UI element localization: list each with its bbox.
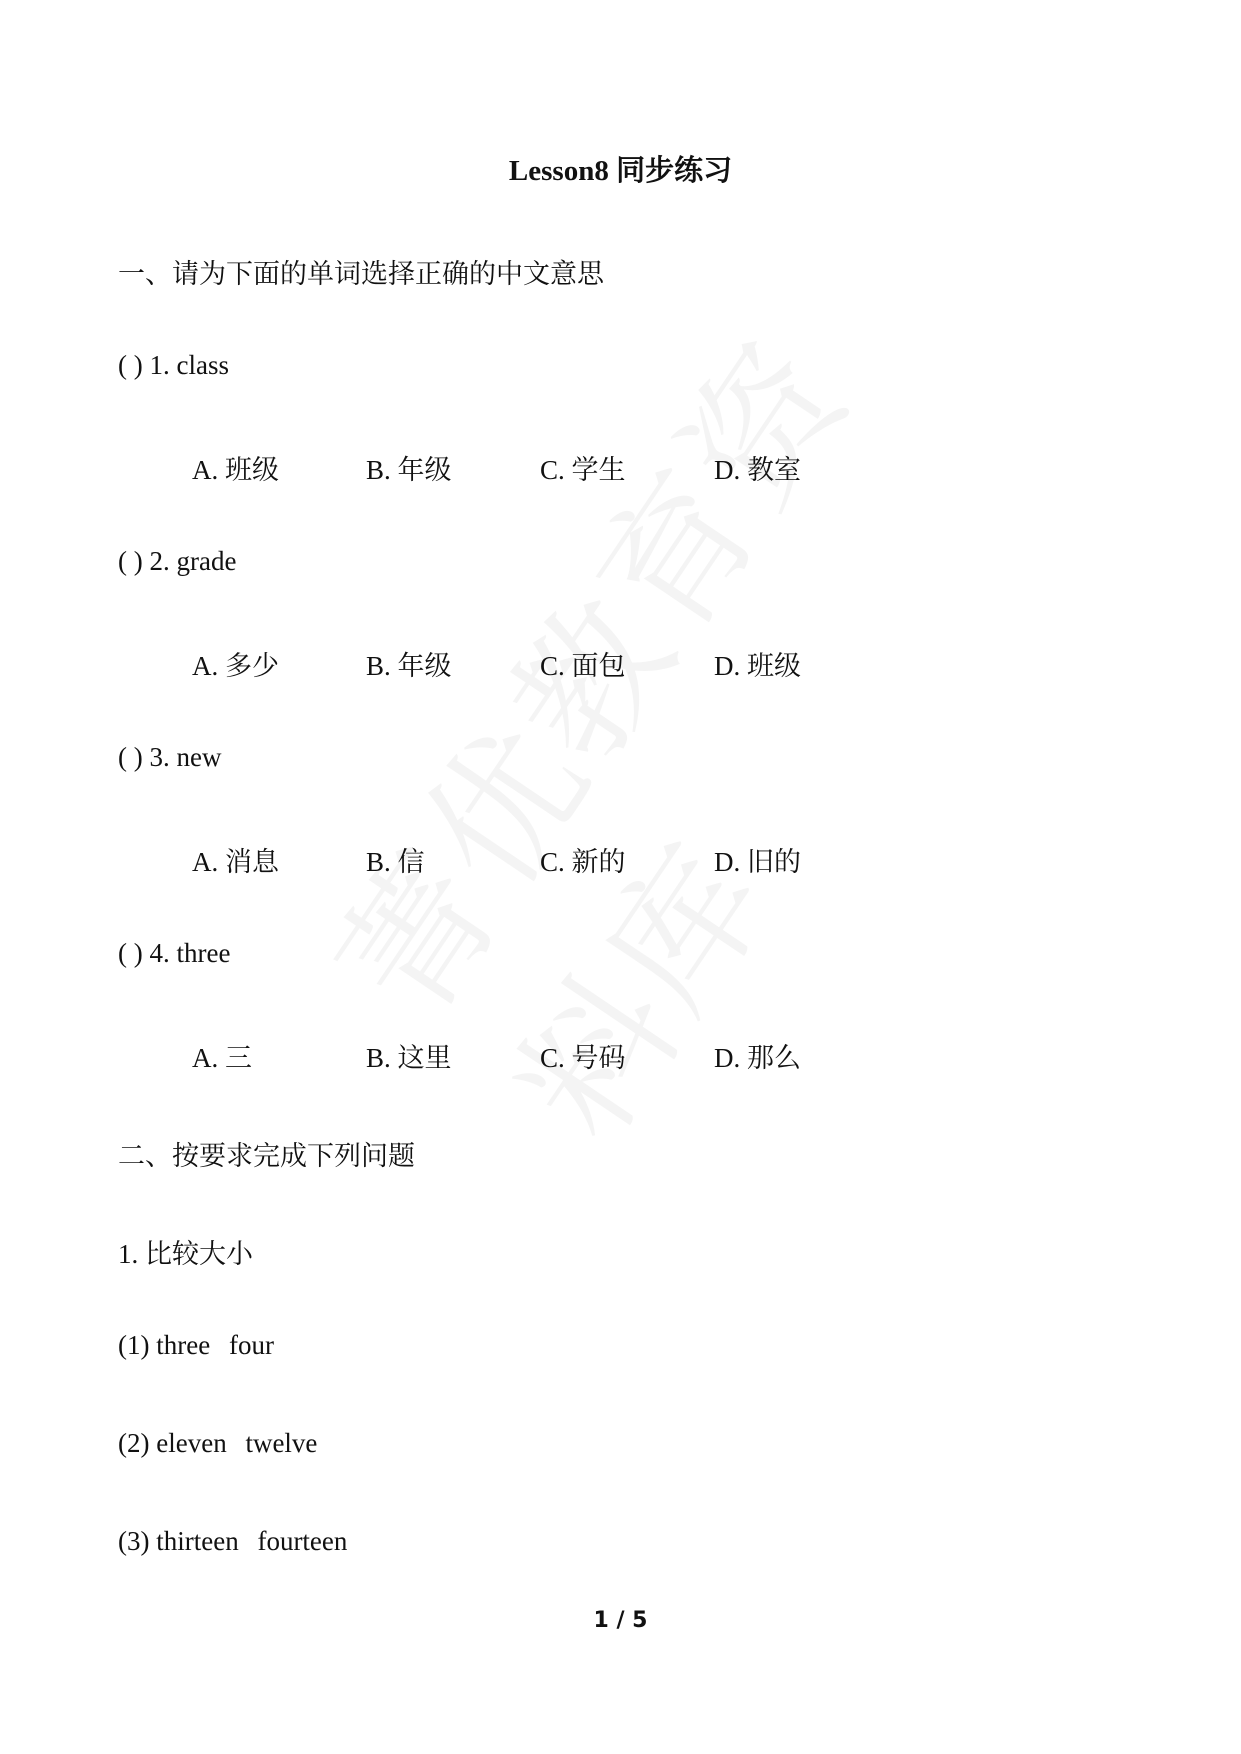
subheading-compare: 1. 比较大小 [118,1239,253,1269]
compare-item-3 [118,1526,347,1557]
option-a: A. 三 [192,1043,252,1073]
option-b: B. 年级 [366,651,452,681]
option-d: D. 那么 [714,1043,801,1073]
option-d: D. 教室 [714,455,801,485]
item-word-b: four [228,1330,274,1360]
option-b: B. 年级 [366,455,452,485]
section-heading-2: 二、按要求完成下列问题 [118,1141,415,1171]
item-word-a: eleven [156,1428,227,1458]
item-word-a: three [156,1330,211,1360]
item-word-a: thirteen [156,1526,239,1556]
page-title: Lesson8 同步练习 [508,155,733,187]
item-label: (3) [118,1526,150,1556]
option-b: B. 这里 [366,1043,452,1073]
compare-item-1 [118,1330,274,1361]
option-a: A. 多少 [192,651,279,681]
question-3-stem: ( ) 3. new [118,742,222,772]
option-b: B. 信 [366,847,425,877]
item-label: (1) [118,1330,150,1360]
question-1-stem: ( ) 1. class [118,350,229,380]
option-d: D. 班级 [714,651,801,681]
compare-item-2 [118,1428,317,1459]
question-4-stem: ( ) 4. three [118,938,231,968]
option-a: A. 班级 [192,455,279,485]
item-label: (2) [118,1428,150,1458]
option-c: C. 新的 [540,847,626,877]
option-a: A. 消息 [192,847,279,877]
page-number: 1 / 5 [593,1608,648,1633]
option-d: D. 旧的 [714,847,801,877]
item-word-b: twelve [245,1428,318,1458]
option-c: C. 号码 [540,1043,626,1073]
option-c: C. 面包 [540,651,626,681]
question-2-stem: ( ) 2. grade [118,546,237,576]
section-heading-1: 一、请为下面的单词选择正确的中文意思 [118,259,604,289]
item-word-b: fourteen [257,1526,348,1556]
option-c: C. 学生 [540,455,626,485]
